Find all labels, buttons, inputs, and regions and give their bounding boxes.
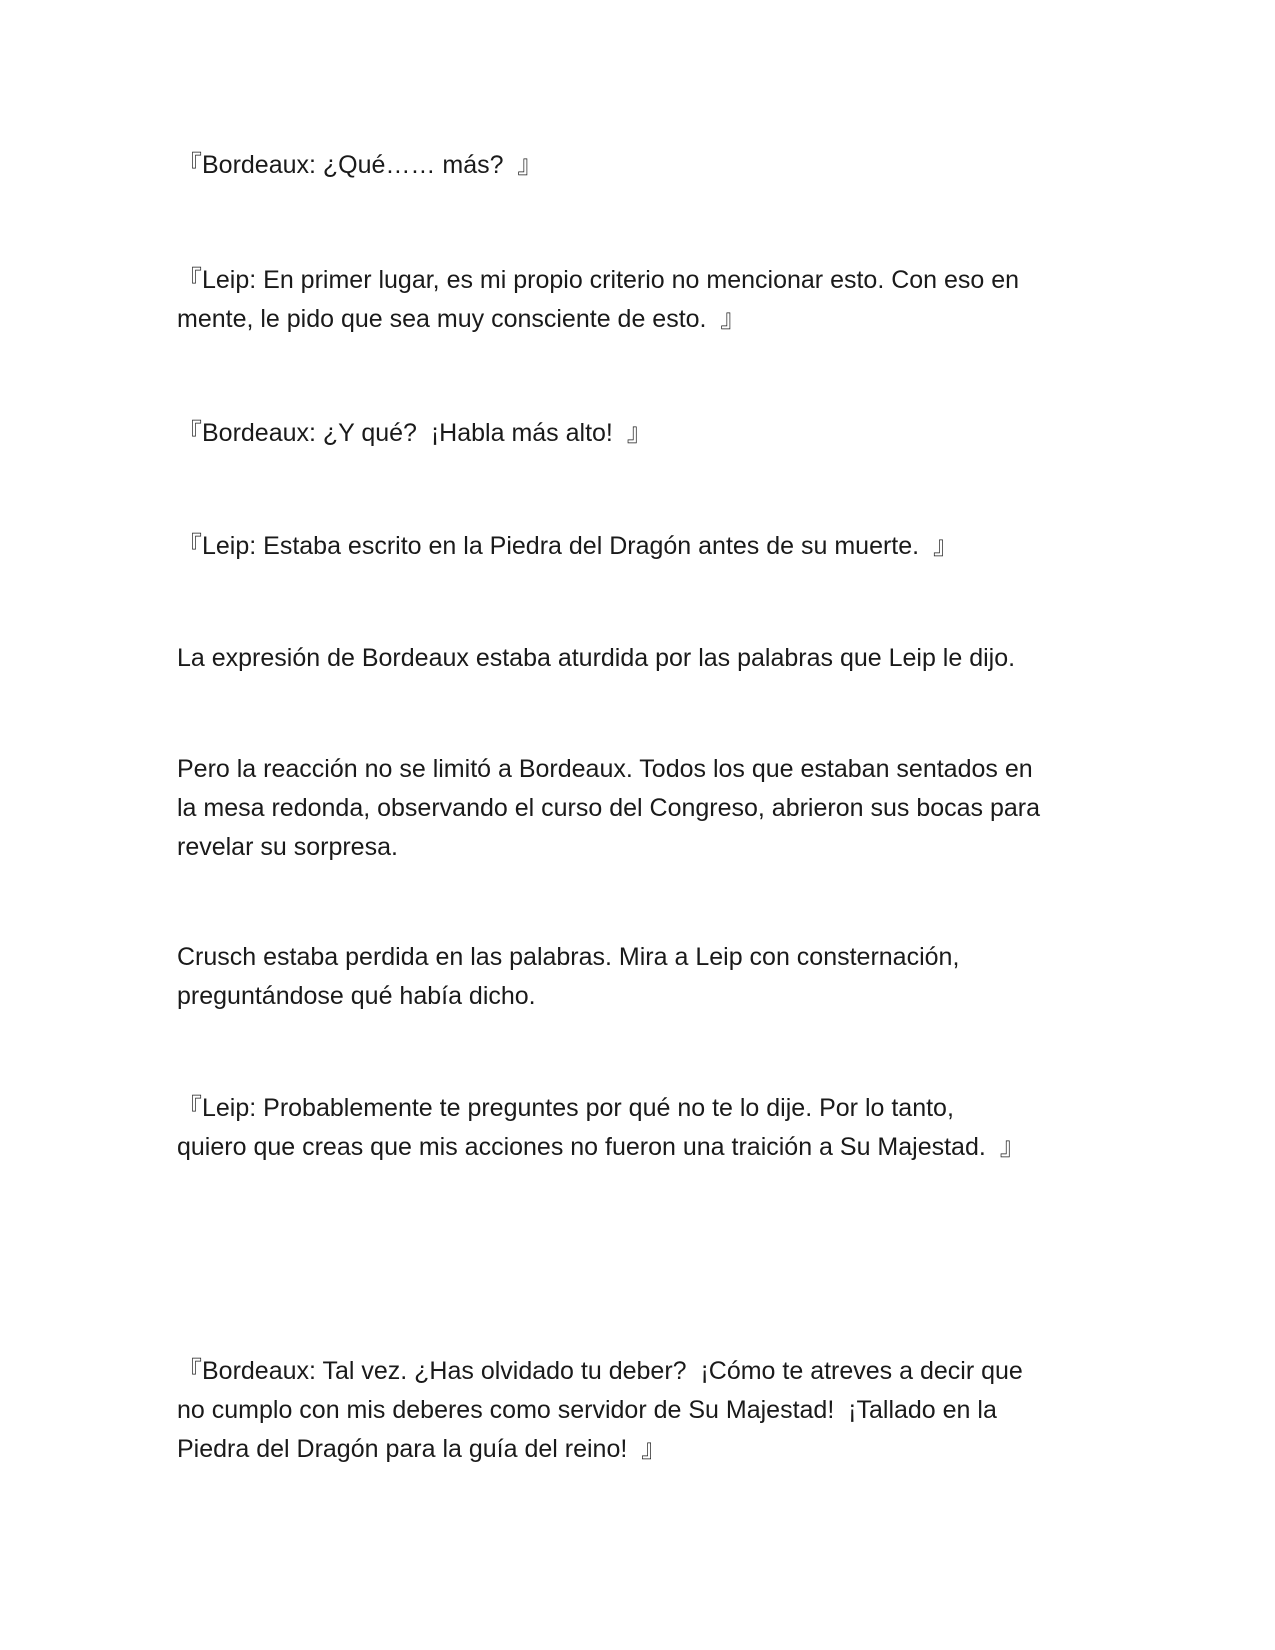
narration-paragraph-2	[177, 750, 1097, 867]
text-line: 『Bordeaux: ¿Qué…… más? 』	[177, 151, 543, 179]
dialogue-leip-3	[177, 1089, 1097, 1167]
text-line: Crusch estaba perdida en las palabras. Mira a Leip con consternación,	[177, 943, 960, 971]
text-line: 『Leip: Probablemente te preguntes por qué no te lo dije. Por lo tanto,	[177, 1094, 954, 1122]
text-line: no cumplo con mis deberes como servidor de Su Majestad! ¡Tallado en la	[177, 1396, 997, 1424]
text-line: 『Bordeaux: Tal vez. ¿Has olvidado tu deber? ¡Cómo te atreves a decir que	[177, 1357, 1023, 1385]
narration-paragraph-3	[177, 938, 1097, 1016]
dialogue-bordeaux-2	[177, 414, 1097, 453]
text-line: La expresión de Bordeaux estaba aturdida por las palabras que Leip le dijo.	[177, 644, 1016, 672]
dialogue-bordeaux-3	[177, 1352, 1097, 1469]
narration-paragraph-1	[177, 639, 1097, 678]
text-line: revelar su sorpresa.	[177, 833, 398, 861]
dialogue-leip-1	[177, 261, 1097, 339]
text-line: 『Bordeaux: ¿Y qué? ¡Habla más alto! 』	[177, 419, 652, 447]
text-line: preguntándose qué había dicho.	[177, 982, 536, 1010]
text-line: quiero que creas que mis acciones no fueron una traición a Su Majestad. 』	[177, 1133, 1025, 1161]
text-line: Pero la reacción no se limitó a Bordeaux. Todos los que estaban sentados en	[177, 755, 1033, 783]
text-line: 『Leip: En primer lugar, es mi propio criterio no mencionar esto. Con eso en	[177, 266, 1020, 294]
text-line: la mesa redonda, observando el curso del Congreso, abrieron sus bocas para	[177, 794, 1041, 822]
dialogue-bordeaux-1	[177, 146, 1097, 185]
text-line: Piedra del Dragón para la guía del reino! 』	[177, 1435, 667, 1463]
dialogue-leip-2	[177, 527, 1097, 566]
text-line: mente, le pido que sea muy consciente de esto. 』	[177, 305, 746, 333]
text-line: 『Leip: Estaba escrito en la Piedra del Dragón antes de su muerte. 』	[177, 532, 958, 560]
